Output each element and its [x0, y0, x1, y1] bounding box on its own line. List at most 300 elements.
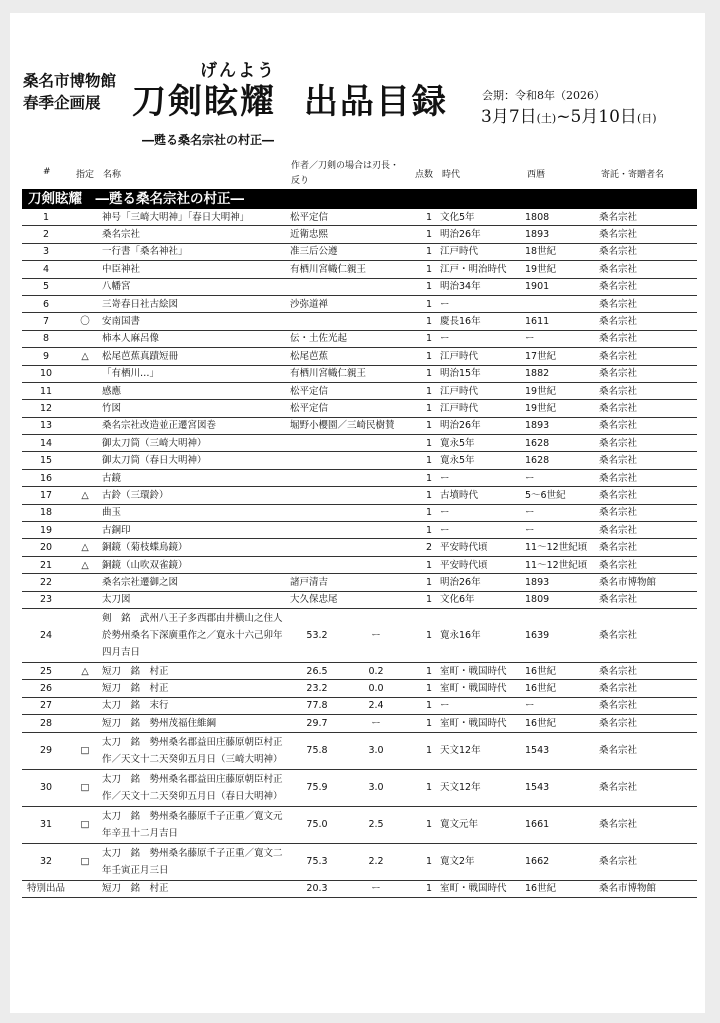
spacer-cell: [406, 452, 422, 469]
item-quantity: 1: [422, 417, 438, 434]
item-era: 寛文元年: [438, 806, 523, 843]
item-era: 寛永5年: [438, 435, 523, 452]
table-row: [22, 522, 697, 539]
blade-curvature: [346, 539, 406, 556]
row-number: 2: [22, 226, 70, 243]
item-year: 16世紀: [523, 662, 597, 679]
item-era: 室町・戦国時代: [438, 880, 523, 897]
item-era: ー: [438, 522, 523, 539]
item-era: 江戸時代: [438, 243, 523, 260]
col-qty: 点数: [415, 170, 434, 180]
museum-line-1: 桑名市博物館: [23, 72, 117, 90]
item-owner: 桑名宗社: [597, 608, 697, 662]
item-owner: 桑名宗社: [597, 243, 697, 260]
item-quantity: 1: [422, 591, 438, 608]
table-row: [22, 880, 697, 897]
spacer-cell: [406, 697, 422, 714]
designation-mark: [70, 680, 100, 697]
row-number: 12: [22, 400, 70, 417]
designation-mark: [70, 209, 100, 226]
item-author: 堀野小櫻園／三崎民樹賛: [288, 417, 422, 434]
item-owner: 桑名宗社: [597, 806, 697, 843]
item-name: 太刀 銘 勢州桑名郡益田庄藤原朝臣村正作／天文十二天癸卯五月日（春日大明神）: [100, 769, 288, 806]
item-owner: 桑名宗社: [597, 209, 697, 226]
row-number: 30: [22, 769, 70, 806]
item-era: 明治15年: [438, 365, 523, 382]
item-year: 5～6世紀: [523, 487, 597, 504]
item-quantity: 1: [422, 487, 438, 504]
item-name: 太刀 銘 末行: [100, 697, 288, 714]
blade-length: 26.5: [288, 662, 346, 679]
item-name: 剣 銘 武州八王子多西郡由井横山之住人於勢州桑名下深廣重作之／寛永十六己卯年四月吉日: [100, 608, 288, 662]
item-era: ー: [438, 295, 523, 312]
item-era: 文化6年: [438, 591, 523, 608]
blade-length: [288, 487, 346, 504]
item-quantity: 1: [422, 469, 438, 486]
blade-length: [288, 556, 346, 573]
item-owner: 桑名市博物館: [597, 880, 697, 897]
title-ruby: げんよう: [200, 61, 276, 81]
item-year: 11～12世紀頃: [523, 539, 597, 556]
item-year: 16世紀: [523, 680, 597, 697]
row-number: 19: [22, 522, 70, 539]
blade-curvature: [346, 504, 406, 521]
designation-mark: [70, 435, 100, 452]
item-era: ー: [438, 504, 523, 521]
spacer-cell: [406, 680, 422, 697]
row-number: 22: [22, 574, 70, 591]
table-row: [22, 469, 697, 486]
col-era: 時代: [442, 170, 461, 180]
row-number: 10: [22, 365, 70, 382]
item-name: 柿本人麻呂像: [100, 330, 288, 347]
item-name: 桑名宗社遷御之図: [100, 574, 288, 591]
item-quantity: 1: [422, 261, 438, 278]
blade-length: [288, 313, 346, 330]
item-year: 1893: [523, 417, 597, 434]
item-owner: 桑名宗社: [597, 843, 697, 880]
spacer-cell: [406, 504, 422, 521]
item-year: 1628: [523, 435, 597, 452]
item-owner: 桑名宗社: [597, 278, 697, 295]
item-year: 19世紀: [523, 400, 597, 417]
museum-line-2: 春季企画展: [23, 94, 101, 112]
designation-mark: [70, 417, 100, 434]
designation-mark: [70, 608, 100, 662]
spacer-cell: [406, 806, 422, 843]
spacer-cell: [406, 487, 422, 504]
row-number: 31: [22, 806, 70, 843]
item-owner: 桑名宗社: [597, 697, 697, 714]
item-owner: 桑名宗社: [597, 469, 697, 486]
blade-length: [288, 278, 346, 295]
row-number: 23: [22, 591, 70, 608]
item-owner: 桑名宗社: [597, 365, 697, 382]
item-name: 銅鏡（菊枝蝶鳥鏡）: [100, 539, 288, 556]
item-era: 平安時代頃: [438, 539, 523, 556]
blade-curvature: 2.5: [346, 806, 406, 843]
item-year: 1882: [523, 365, 597, 382]
table-row: [22, 295, 697, 312]
table-row: [22, 662, 697, 679]
col-designation: 指定: [76, 170, 95, 180]
blade-curvature: [346, 556, 406, 573]
designation-mark: [70, 243, 100, 260]
item-name: 松尾芭蕉真蹟短冊: [100, 348, 288, 365]
designation-mark: △: [70, 662, 100, 679]
item-quantity: 1: [422, 226, 438, 243]
item-owner: 桑名宗社: [597, 313, 697, 330]
item-year: 1901: [523, 278, 597, 295]
item-era: ー: [438, 330, 523, 347]
row-number: 15: [22, 452, 70, 469]
row-number: 29: [22, 732, 70, 769]
table-row: [22, 591, 697, 608]
spacer-cell: [406, 715, 422, 732]
item-quantity: 1: [422, 400, 438, 417]
item-name: 桑名宗社改造並正遷宮図巻: [100, 417, 288, 434]
item-name: 短刀 銘 村正: [100, 880, 288, 897]
table-row: [22, 243, 697, 260]
designation-mark: □: [70, 769, 100, 806]
table-row: [22, 365, 697, 382]
item-owner: 桑名宗社: [597, 680, 697, 697]
table-row: [22, 313, 697, 330]
table-row: [22, 732, 697, 769]
item-year: ー: [523, 522, 597, 539]
item-name: 中臣神社: [100, 261, 288, 278]
designation-mark: □: [70, 806, 100, 843]
item-author: 松平定信: [288, 209, 422, 226]
col-author-1: 作者／刀剣の場合は刃長・: [291, 161, 400, 171]
table-row: [22, 504, 697, 521]
item-era: 天文12年: [438, 732, 523, 769]
item-owner: 桑名市博物館: [597, 574, 697, 591]
item-author: 伝・土佐光起: [288, 330, 422, 347]
spacer-cell: [406, 608, 422, 662]
item-year: 1662: [523, 843, 597, 880]
table-row: [22, 261, 697, 278]
blade-curvature: 2.4: [346, 697, 406, 714]
item-quantity: 1: [422, 662, 438, 679]
col-author-2: 反り: [291, 176, 310, 186]
table-row: [22, 539, 697, 556]
designation-mark: [70, 452, 100, 469]
designation-mark: △: [70, 556, 100, 573]
blade-length: 53.2: [288, 608, 346, 662]
designation-mark: △: [70, 539, 100, 556]
spacer-cell: [406, 769, 422, 806]
catalog-rows: [22, 209, 697, 897]
designation-mark: [70, 469, 100, 486]
spacer-cell: [406, 539, 422, 556]
item-year: 1893: [523, 226, 597, 243]
item-name: 一行書「桑名神社」: [100, 243, 288, 260]
item-quantity: 1: [422, 209, 438, 226]
item-name: 古鏡: [100, 469, 288, 486]
designation-mark: [70, 591, 100, 608]
item-owner: 桑名宗社: [597, 452, 697, 469]
item-name: 御太刀筒（春日大明神）: [100, 452, 288, 469]
row-number: 7: [22, 313, 70, 330]
blade-length: 75.0: [288, 806, 346, 843]
item-era: ー: [438, 697, 523, 714]
table-row: [22, 330, 697, 347]
item-quantity: 1: [422, 452, 438, 469]
blade-curvature: [346, 522, 406, 539]
row-number: 8: [22, 330, 70, 347]
blade-curvature: 3.0: [346, 732, 406, 769]
item-era: 室町・戦国時代: [438, 662, 523, 679]
designation-mark: [70, 330, 100, 347]
item-name: 御太刀筒（三崎大明神）: [100, 435, 288, 452]
col-name: 名称: [103, 170, 122, 180]
blade-length: 77.8: [288, 697, 346, 714]
table-row: [22, 382, 697, 399]
designation-mark: △: [70, 348, 100, 365]
item-owner: 桑名宗社: [597, 522, 697, 539]
period-start-day: (土): [536, 112, 557, 125]
item-quantity: 1: [422, 382, 438, 399]
spacer-cell: [406, 556, 422, 573]
blade-length: [288, 469, 346, 486]
item-owner: 桑名宗社: [597, 295, 697, 312]
period-start: 3月7日: [481, 107, 537, 127]
item-year: 1628: [523, 452, 597, 469]
item-owner: 桑名宗社: [597, 400, 697, 417]
item-owner: 桑名宗社: [597, 226, 697, 243]
item-quantity: 1: [422, 769, 438, 806]
item-owner: 桑名宗社: [597, 382, 697, 399]
row-number: 13: [22, 417, 70, 434]
item-author: 松平定信: [288, 382, 422, 399]
row-number: 3: [22, 243, 70, 260]
item-name: 竹図: [100, 400, 288, 417]
item-owner: 桑名宗社: [597, 715, 697, 732]
item-owner: 桑名宗社: [597, 330, 697, 347]
item-era: 江戸・明治時代: [438, 261, 523, 278]
item-owner: 桑名宗社: [597, 591, 697, 608]
table-row: [22, 226, 697, 243]
item-author: 有栖川宮幟仁親王: [288, 261, 422, 278]
blade-length: 75.9: [288, 769, 346, 806]
item-year: 1611: [523, 313, 597, 330]
table-row: [22, 806, 697, 843]
spacer-cell: [406, 469, 422, 486]
blade-curvature: 2.2: [346, 843, 406, 880]
item-name: 八幡宮: [100, 278, 288, 295]
blade-curvature: [346, 278, 406, 295]
item-quantity: 1: [422, 715, 438, 732]
blade-curvature: 0.2: [346, 662, 406, 679]
spacer-cell: [406, 880, 422, 897]
designation-mark: [70, 715, 100, 732]
spacer-cell: [406, 662, 422, 679]
item-year: 16世紀: [523, 715, 597, 732]
item-quantity: 1: [422, 348, 438, 365]
designation-mark: [70, 295, 100, 312]
item-quantity: 1: [422, 278, 438, 295]
item-owner: 桑名宗社: [597, 769, 697, 806]
item-year: ー: [523, 469, 597, 486]
item-year: 18世紀: [523, 243, 597, 260]
spacer-cell: [406, 435, 422, 452]
item-name: 神号「三崎大明神」「春日大明神」: [100, 209, 288, 226]
row-number: 28: [22, 715, 70, 732]
item-author: 有栖川宮幟仁親王: [288, 365, 422, 382]
item-year: 1543: [523, 769, 597, 806]
catalog-table: [22, 209, 697, 898]
blade-length: 20.3: [288, 880, 346, 897]
designation-mark: △: [70, 487, 100, 504]
item-owner: 桑名宗社: [597, 435, 697, 452]
period-end-day: (日): [636, 112, 657, 125]
item-era: 文化5年: [438, 209, 523, 226]
designation-mark: [70, 880, 100, 897]
designation-mark: [70, 574, 100, 591]
row-number: 32: [22, 843, 70, 880]
blade-curvature: [346, 469, 406, 486]
table-row: [22, 400, 697, 417]
col-owner: 寄託・寄贈者名: [601, 170, 665, 180]
row-number: 17: [22, 487, 70, 504]
exhibition-title: [132, 74, 448, 123]
item-quantity: 1: [422, 313, 438, 330]
item-author: 准三后公遵: [288, 243, 422, 260]
row-number: 特別出品: [22, 880, 70, 897]
item-year: 1639: [523, 608, 597, 662]
table-row: [22, 715, 697, 732]
table-row: [22, 278, 697, 295]
blade-curvature: [346, 435, 406, 452]
item-name: 「有栖川…」: [100, 365, 288, 382]
item-quantity: 1: [422, 295, 438, 312]
item-year: [523, 295, 597, 312]
blade-curvature: [346, 313, 406, 330]
blade-length: 75.8: [288, 732, 346, 769]
item-quantity: 1: [422, 806, 438, 843]
item-year: 1661: [523, 806, 597, 843]
item-quantity: 1: [422, 504, 438, 521]
item-quantity: 1: [422, 680, 438, 697]
item-author: 大久保忠尾: [288, 591, 422, 608]
designation-mark: □: [70, 843, 100, 880]
item-era: 天文12年: [438, 769, 523, 806]
item-era: 江戸時代: [438, 400, 523, 417]
row-number: 16: [22, 469, 70, 486]
item-quantity: 1: [422, 732, 438, 769]
item-owner: 桑名宗社: [597, 662, 697, 679]
row-number: 1: [22, 209, 70, 226]
item-era: 江戸時代: [438, 382, 523, 399]
item-quantity: 1: [422, 608, 438, 662]
table-row: [22, 209, 697, 226]
table-row: [22, 843, 697, 880]
designation-mark: [70, 278, 100, 295]
item-owner: 桑名宗社: [597, 556, 697, 573]
row-number: 9: [22, 348, 70, 365]
item-name: 短刀 銘 勢州茂福住維綱: [100, 715, 288, 732]
item-name: 古銅印: [100, 522, 288, 539]
item-name: 短刀 銘 村正: [100, 680, 288, 697]
item-quantity: 1: [422, 330, 438, 347]
item-year: 1543: [523, 732, 597, 769]
item-name: 桑名宗社: [100, 226, 288, 243]
blade-length: [288, 522, 346, 539]
item-name: 安南国書: [100, 313, 288, 330]
table-row: [22, 697, 697, 714]
item-quantity: 1: [422, 243, 438, 260]
item-author: 沙弥道禅: [288, 295, 422, 312]
blade-length: [288, 504, 346, 521]
blade-length: [288, 435, 346, 452]
table-row: [22, 452, 697, 469]
spacer-cell: [406, 843, 422, 880]
item-quantity: 2: [422, 539, 438, 556]
table-row: [22, 487, 697, 504]
item-era: 寛永16年: [438, 608, 523, 662]
item-era: ー: [438, 469, 523, 486]
spacer-cell: [406, 278, 422, 295]
item-year: 19世紀: [523, 382, 597, 399]
item-era: 明治26年: [438, 417, 523, 434]
item-era: 室町・戦国時代: [438, 715, 523, 732]
blade-curvature: ー: [346, 715, 406, 732]
item-year: ー: [523, 330, 597, 347]
col-year: 西暦: [527, 170, 546, 180]
item-year: 11～12世紀頃: [523, 556, 597, 573]
period-sep: ~: [556, 107, 571, 127]
item-quantity: 1: [422, 556, 438, 573]
table-row: [22, 680, 697, 697]
designation-mark: [70, 400, 100, 417]
designation-mark: [70, 697, 100, 714]
item-year: 1809: [523, 591, 597, 608]
item-owner: 桑名宗社: [597, 417, 697, 434]
row-number: 5: [22, 278, 70, 295]
item-owner: 桑名宗社: [597, 348, 697, 365]
item-quantity: 1: [422, 880, 438, 897]
item-author: 諸戸清吉: [288, 574, 422, 591]
item-name: 太刀 銘 勢州桑名藤原千子正重／寛文元年辛丑十二月吉日: [100, 806, 288, 843]
item-author: 松平定信: [288, 400, 422, 417]
item-name: 太刀図: [100, 591, 288, 608]
item-name: 銅鏡（山吹双雀鏡）: [100, 556, 288, 573]
item-owner: 桑名宗社: [597, 487, 697, 504]
item-author: 松尾芭蕉: [288, 348, 422, 365]
spacer-cell: [406, 732, 422, 769]
item-year: 1808: [523, 209, 597, 226]
item-era: 寛文2年: [438, 843, 523, 880]
row-number: 21: [22, 556, 70, 573]
item-era: 慶長16年: [438, 313, 523, 330]
title-main: 刀剣眩耀: [132, 82, 276, 122]
designation-mark: [70, 365, 100, 382]
item-quantity: 1: [422, 574, 438, 591]
blade-curvature: 0.0: [346, 680, 406, 697]
item-name: 三嵜春日社古絵図: [100, 295, 288, 312]
item-owner: 桑名宗社: [597, 504, 697, 521]
blade-length: 75.3: [288, 843, 346, 880]
row-number: 26: [22, 680, 70, 697]
period-end: 5月10日: [570, 107, 637, 127]
table-row: [22, 417, 697, 434]
item-quantity: 1: [422, 522, 438, 539]
table-row: [22, 574, 697, 591]
row-number: 27: [22, 697, 70, 714]
item-name: 古鈴（三環鈴）: [100, 487, 288, 504]
item-name: 太刀 銘 勢州桑名藤原千子正重／寛文二年壬寅正月三日: [100, 843, 288, 880]
